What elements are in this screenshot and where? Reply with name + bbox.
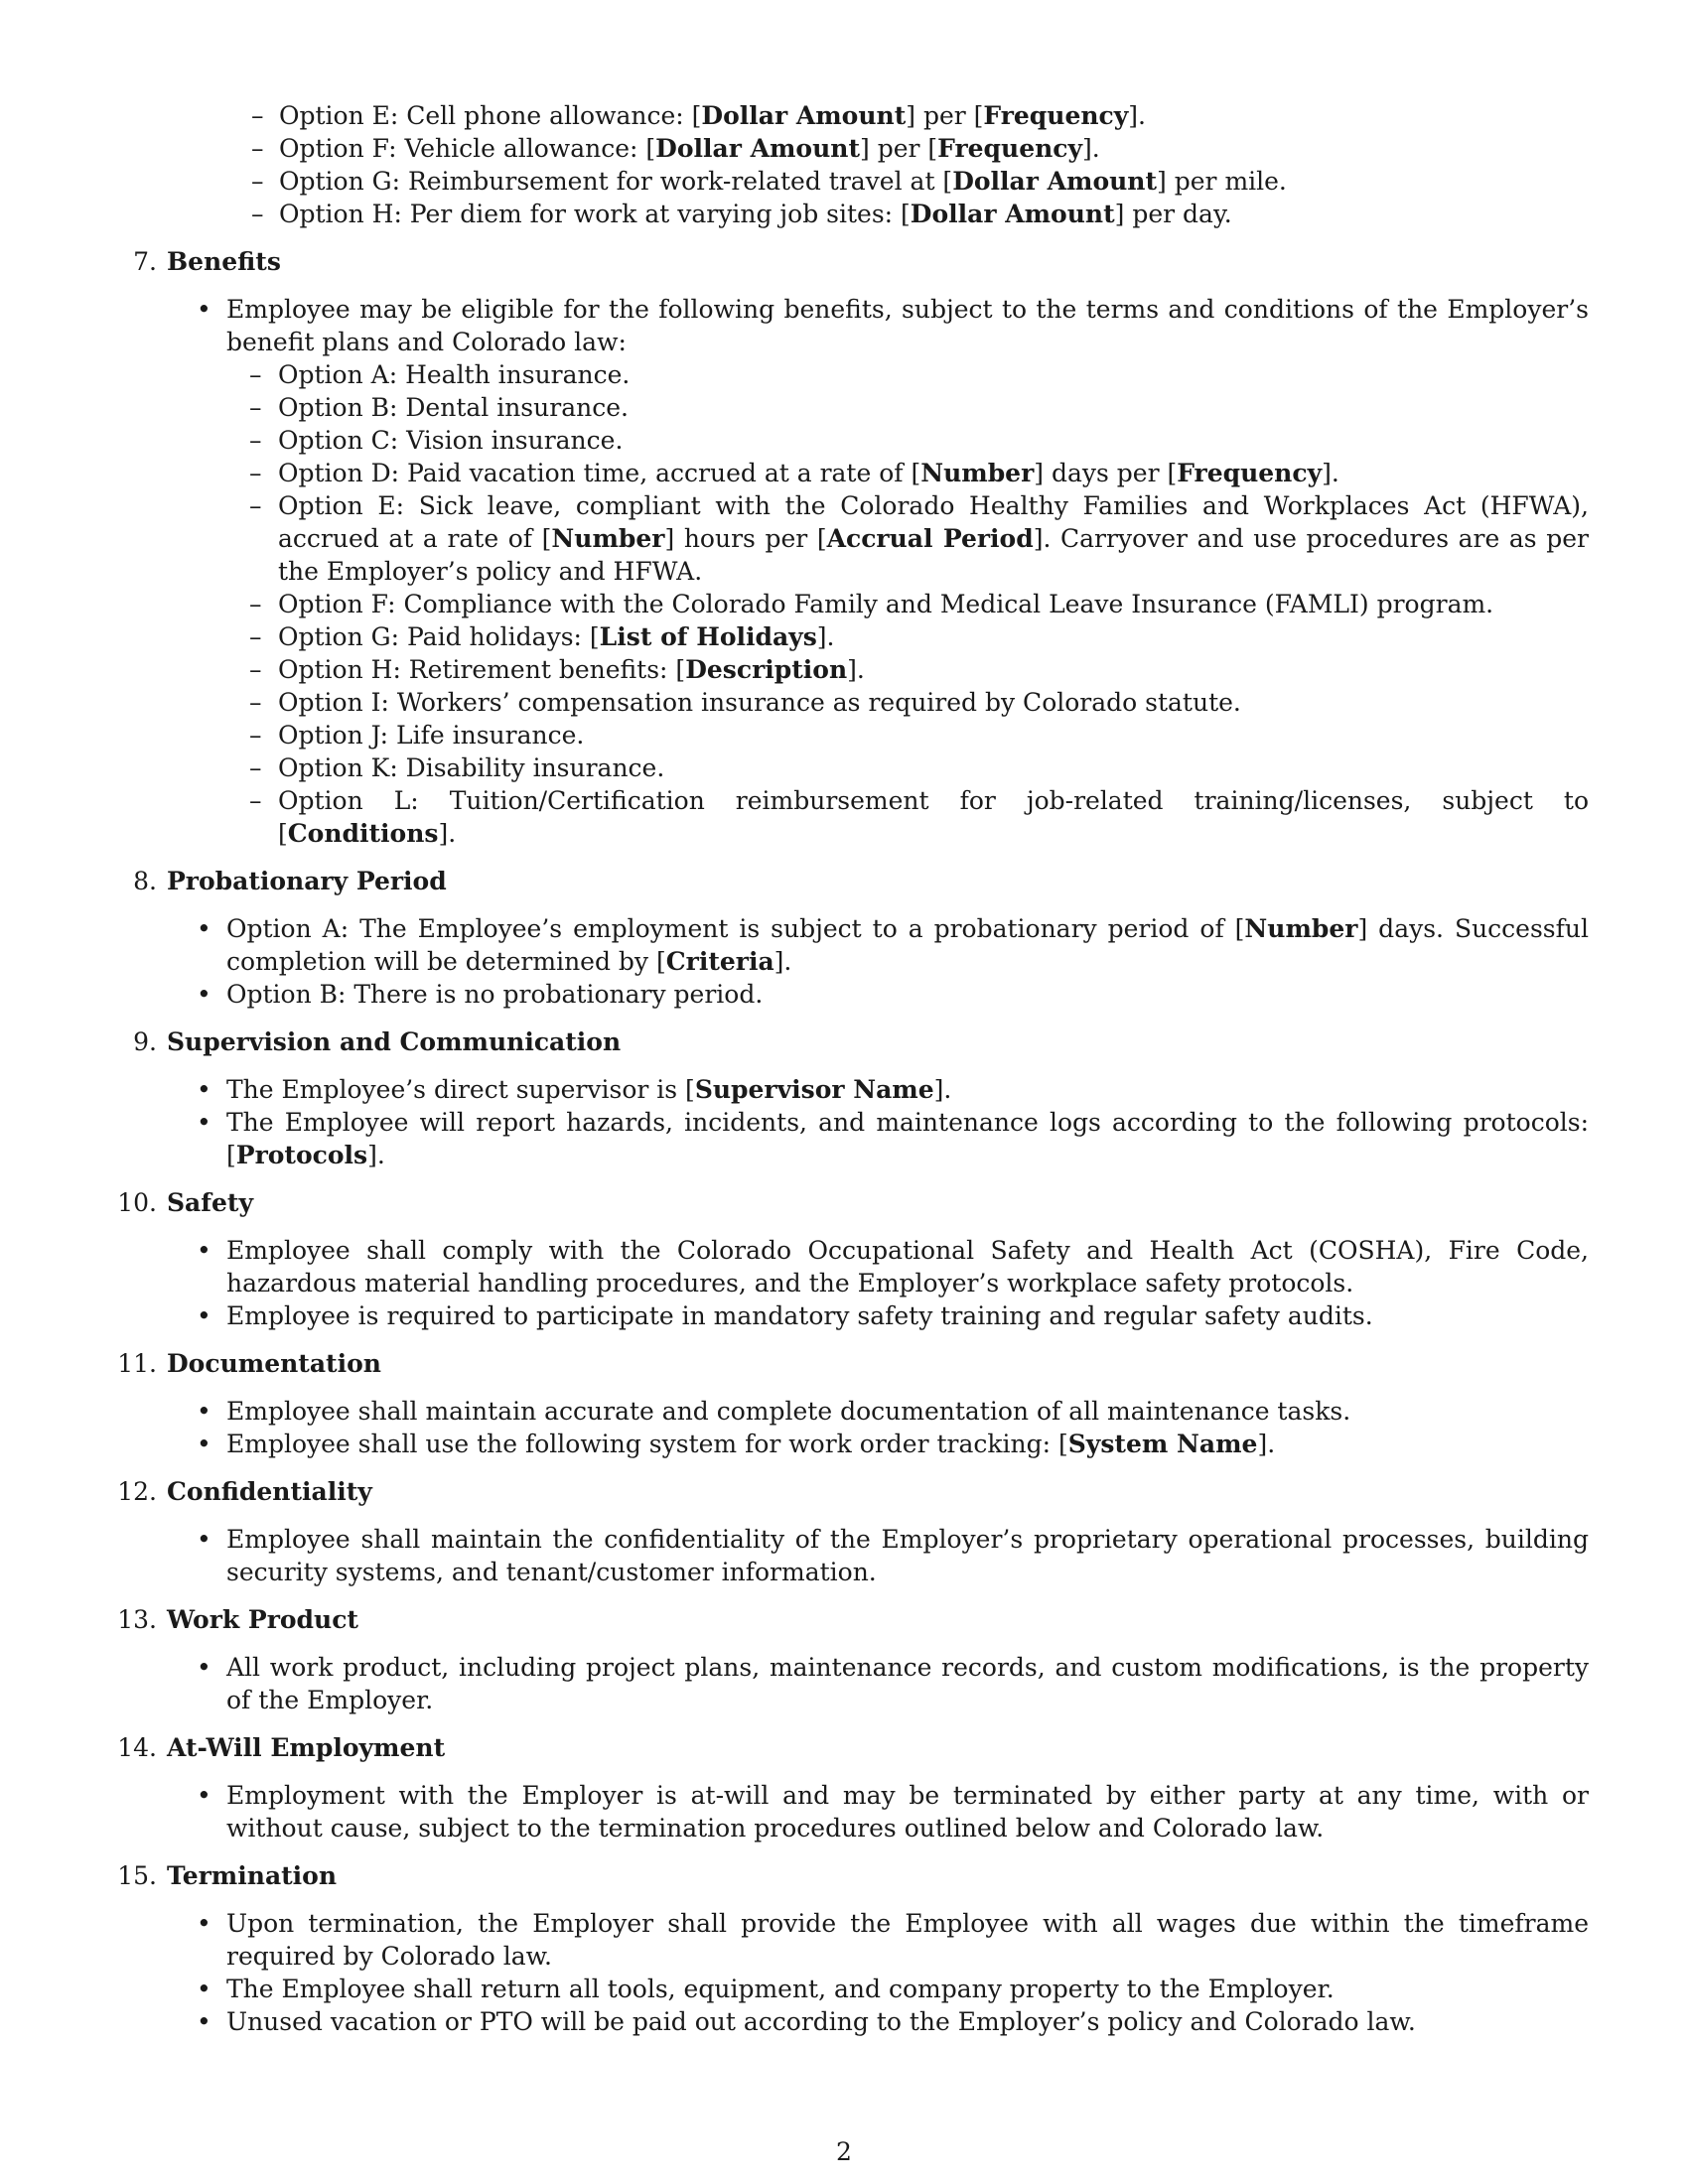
- option-item: – Option K: Disability insurance.: [249, 753, 665, 782]
- section-heading: [133, 865, 1589, 897]
- section-termination: [117, 1859, 1589, 2038]
- bullet-marker: •: [197, 1525, 211, 1554]
- option-item: – Option G: Paid holidays: [List of Holidays].: [249, 622, 835, 651]
- section-supervision: [133, 1025, 1589, 1171]
- section-at-will-employment: [117, 1731, 1589, 1844]
- bullet-marker: •: [197, 1430, 211, 1458]
- section-number: 14.: [117, 1733, 157, 1762]
- option-item: – Option G: Reimbursement for work-related travel at [Dollar Amount] per mile.: [251, 167, 1287, 196]
- bullet-item: • Employee may be eligible for the following benefits, subject to the terms and conditions of the Employer’s benefit plans and Colorado law: – Option A: Health insurance. – Option B: Dental insurance. – Option C: Vision insurance. – Option D: Paid vacation time, accrued at a rate of [Number] days per [Frequency]. – Option E: Sick leave, compliant with the Colorado Healthy Families and Workplaces Act (HFWA), accrued at a rate of [Number] hours per [Accrual Period]. Carryover and use procedures are as per the Employer’s policy and HFWA. – Option F: Compliance with the Colorado Family and Medical Leave Insurance (FAMLI) program. – Option G: Paid holidays: [List of Holidays]. – Option H: Retirement benefits: [Description]. – Option I: Workers’ compensation insurance as required by Colorado statute. – Option J: Life insurance. – Option K: Disability insurance. – Option L: Tuition/Certification reimbursement for job-related training/licenses, subject to [Conditions].: [197, 295, 1589, 848]
- bullet-marker: •: [197, 1909, 211, 1938]
- option-item: – Option F: Vehicle allowance: [Dollar Amount] per [Frequency].: [251, 134, 1100, 163]
- section-title: Safety: [167, 1188, 253, 1217]
- benefit-options: [226, 358, 1589, 850]
- section-heading: [117, 1731, 1589, 1764]
- bullet-item: • Employee shall maintain the confidentiality of the Employer’s proprietary operational processes, building security systems, and tenant/customer information.: [197, 1525, 1589, 1586]
- page-number: 2: [836, 2137, 852, 2166]
- bullet-item: • The Employee’s direct supervisor is [Supervisor Name].: [197, 1075, 952, 1104]
- bullet-item: • Option B: There is no probationary period.: [197, 980, 764, 1009]
- bullet-marker: •: [197, 1975, 211, 2003]
- section-number: 9.: [133, 1027, 157, 1056]
- section-confidentiality: [117, 1475, 1589, 1588]
- option-item: – Option A: Health insurance.: [249, 360, 631, 389]
- section-number: 7.: [133, 247, 157, 276]
- dash-marker: –: [251, 200, 264, 228]
- bullet-item: • Employment with the Employer is at-will and may be terminated by either party at any time, with or without cause, subject to the termination procedures outlined below and Colorado law.: [197, 1781, 1589, 1843]
- dash-marker: –: [249, 721, 262, 750]
- dash-marker: –: [249, 360, 262, 389]
- bullet-marker: •: [197, 1108, 211, 1137]
- bullet-item: • Employee shall maintain accurate and complete documentation of all maintenance tasks.: [197, 1397, 1351, 1426]
- section-benefits: [133, 245, 1589, 850]
- dash-marker: –: [249, 753, 262, 782]
- section-title: Probationary Period: [167, 867, 447, 895]
- section-title: Documentation: [167, 1349, 381, 1378]
- bullet-marker: •: [197, 1653, 211, 1682]
- bullet-marker: •: [197, 1781, 211, 1810]
- dash-marker: –: [249, 393, 262, 422]
- dash-marker: –: [249, 459, 262, 487]
- section-number: 11.: [117, 1349, 157, 1378]
- bullet-marker: •: [197, 914, 211, 943]
- section-probationary-period: [133, 865, 1589, 1011]
- bullet-marker: •: [197, 1301, 211, 1330]
- allowance-options: [167, 99, 1589, 230]
- section-title: Benefits: [167, 247, 281, 276]
- bullet-marker: •: [197, 1236, 211, 1265]
- section-work-product: [117, 1603, 1589, 1716]
- section-title: Termination: [167, 1861, 338, 1890]
- option-item: – Option E: Sick leave, compliant with the Colorado Healthy Families and Workplaces Act (HFWA), accrued at a rate of [Number] hours per [Accrual Period]. Carryover and use procedures are as per the Employer’s policy and HFWA.: [249, 491, 1589, 586]
- dash-marker: –: [251, 134, 264, 163]
- option-item: – Option C: Vision insurance.: [249, 426, 624, 455]
- bullet-marker: •: [197, 1397, 211, 1426]
- bullet-marker: •: [197, 980, 211, 1009]
- dash-marker: –: [249, 688, 262, 717]
- section-heading: [117, 1347, 1589, 1380]
- option-item: – Option F: Compliance with the Colorado Family and Medical Leave Insurance (FAMLI) program.: [249, 590, 1494, 618]
- section-title: Supervision and Communication: [167, 1027, 622, 1056]
- dash-marker: –: [249, 491, 262, 520]
- bullet-item: • Employee shall use the following system for work order tracking: [System Name].: [197, 1430, 1276, 1458]
- option-item: – Option I: Workers’ compensation insurance as required by Colorado statute.: [249, 688, 1241, 717]
- section-documentation: [117, 1347, 1589, 1460]
- bullet-item: • Upon termination, the Employer shall provide the Employee with all wages due within the timeframe required by Colorado law.: [197, 1909, 1589, 1971]
- bullet-item: • Unused vacation or PTO will be paid out according to the Employer’s policy and Colorado law.: [197, 2007, 1416, 2036]
- section-safety: [117, 1186, 1589, 1332]
- section-number: 15.: [117, 1861, 157, 1890]
- bullet-item: • All work product, including project plans, maintenance records, and custom modifications, is the property of the Employer.: [197, 1653, 1589, 1714]
- dash-marker: –: [249, 655, 262, 684]
- section-number: 8.: [133, 867, 157, 895]
- document-body: [117, 99, 1589, 2038]
- bullet-item: • Employee is required to participate in mandatory safety training and regular safety audits.: [197, 1301, 1373, 1330]
- dash-marker: –: [249, 426, 262, 455]
- option-item: – Option J: Life insurance.: [249, 721, 585, 750]
- section-title: Confidentiality: [167, 1477, 372, 1506]
- option-item: – Option H: Per diem for work at varying job sites: [Dollar Amount] per day.: [251, 200, 1232, 228]
- section-heading: [117, 1603, 1589, 1636]
- section-heading: [117, 1475, 1589, 1508]
- section-number: 10.: [117, 1188, 157, 1217]
- dash-marker: –: [249, 786, 262, 815]
- bullet-item: • Employee shall comply with the Colorado Occupational Safety and Health Act (COSHA), Fire Code, hazardous material handling procedures, and the Employer’s workplace safety protocols.: [197, 1236, 1589, 1297]
- option-item: – Option B: Dental insurance.: [249, 393, 629, 422]
- dash-marker: –: [249, 590, 262, 618]
- section-heading: [133, 1025, 1589, 1058]
- bullet-item: • The Employee shall return all tools, equipment, and company property to the Employer.: [197, 1975, 1335, 2003]
- dash-marker: –: [251, 101, 264, 130]
- section-heading: [133, 245, 1589, 278]
- option-item: – Option E: Cell phone allowance: [Dollar Amount] per [Frequency].: [251, 101, 1146, 130]
- section-heading: [117, 1859, 1589, 1892]
- section-title: Work Product: [167, 1605, 358, 1634]
- bullet-marker: •: [197, 1075, 211, 1104]
- option-item: – Option H: Retirement benefits: [Description].: [249, 655, 865, 684]
- dash-marker: –: [249, 622, 262, 651]
- section-number: 13.: [117, 1605, 157, 1634]
- dash-marker: –: [251, 167, 264, 196]
- bullet-item: • Option A: The Employee’s employment is subject to a probationary period of [Number] days. Successful completion will be determined by [Criteria].: [197, 914, 1589, 976]
- bullet-marker: •: [197, 295, 211, 324]
- section-heading: [117, 1186, 1589, 1219]
- option-item: – Option L: Tuition/Certification reimbursement for job-related training/licenses, subject to [Conditions].: [249, 786, 1589, 848]
- bullet-marker: •: [197, 2007, 211, 2036]
- section-number: 12.: [117, 1477, 157, 1506]
- bullet-item: • The Employee will report hazards, incidents, and maintenance logs according to the following protocols: [Protocols].: [197, 1108, 1589, 1169]
- option-item: – Option D: Paid vacation time, accrued at a rate of [Number] days per [Frequency].: [249, 459, 1339, 487]
- section-title: At-Will Employment: [167, 1733, 446, 1762]
